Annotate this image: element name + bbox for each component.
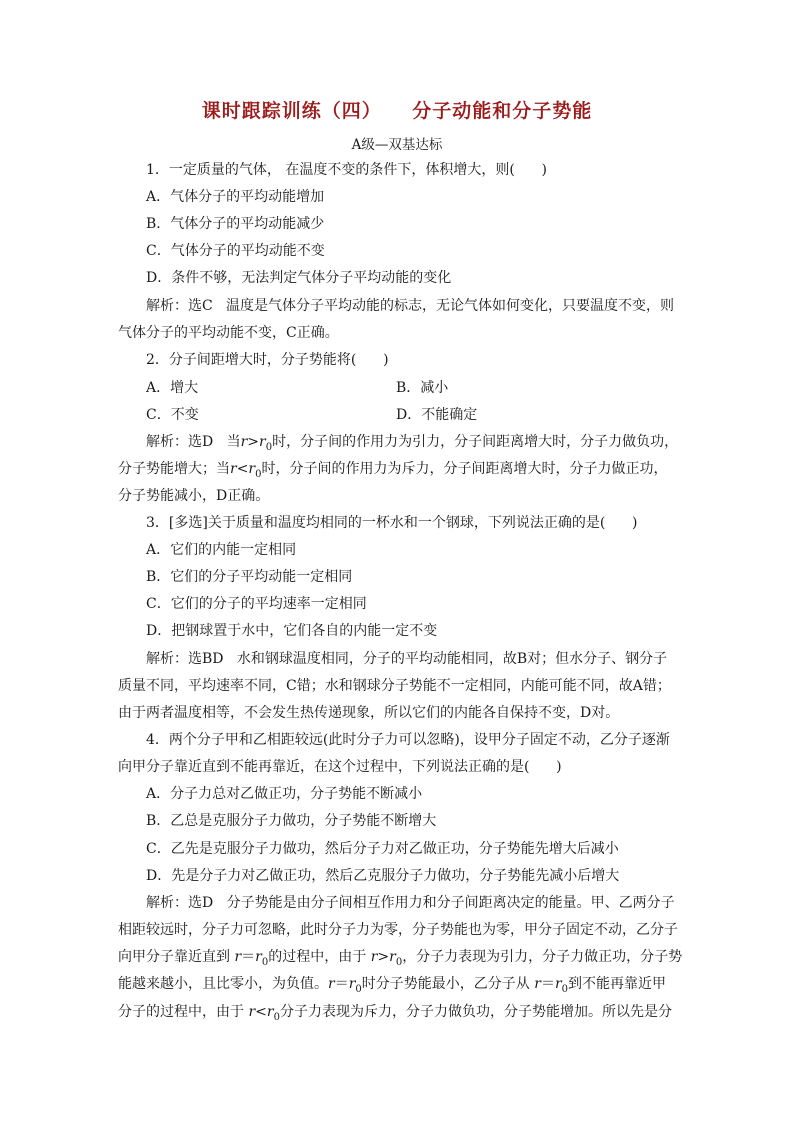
q4-ans4-r4: r: [554, 976, 562, 992]
q4-ans4-r2: r: [348, 976, 356, 992]
q4-ans4-sub: 0: [355, 983, 362, 995]
q2-ans2-sub: 0: [255, 468, 262, 480]
q2-answer-line3: 分子势能减小，D正确。: [118, 488, 270, 504]
q2-ans1-post: 时，分子间的作用力为引力，分子间距离增大时，分子力做负功，: [272, 434, 679, 450]
q2-option-d: D．不能确定: [396, 407, 478, 423]
q2-ans1-r: r>r: [240, 434, 266, 450]
q4-option-a: A．分子力总对乙做正功，分子势能不断减小: [146, 786, 423, 802]
q4-ans4-sub2: 0: [561, 983, 569, 995]
q4-ans5-r: r<r: [248, 1004, 274, 1020]
q2-stem: 2．分子间距增大时，分子势能将( ): [146, 352, 389, 368]
q3-option-b: B．它们的分子平均动能一定相同: [146, 569, 353, 585]
q4-ans4-eq: ＝: [334, 976, 349, 992]
q2-answer-line1: [146, 433, 678, 457]
q4-ans5-pre: 分子的过程中，由于: [118, 1004, 249, 1020]
q4-ans4-mid: 时分子势能最小，乙分子从: [361, 976, 535, 992]
q4-option-c: C．乙先是克服分子力做功，然后分子力对乙做正功，分子势能先增大后减小: [146, 841, 619, 857]
q4-ans3-r1: r: [234, 949, 242, 965]
q4-ans3-pre: 向甲分子靠近直到: [118, 949, 235, 965]
q4-answer-line1: 解析：选D 分子势能是由分子间相互作用力和分子间距离决定的能量。甲、乙两分子: [146, 895, 675, 911]
q2-option-a: A．增大: [146, 380, 199, 396]
section-subtitle: A级—双基达标: [351, 137, 443, 153]
q4-answer-line4: [118, 975, 666, 999]
q4-answer-line3: [118, 948, 682, 972]
q4-ans4-post: 到不能再靠近甲: [568, 976, 667, 992]
q4-ans3-mid: 的过程中，由于: [268, 949, 371, 965]
q1-answer-line2: 气体分子的平均动能不变，C正确。: [118, 325, 339, 341]
q4-ans3-post: ，分子力表现为引力，分子力做正功，分子势: [402, 949, 683, 965]
q4-ans4-r3: r: [534, 976, 541, 992]
q1-option-b: B．气体分子的平均动能减少: [146, 216, 325, 232]
q4-answer-line2: 相距较远时，分子力可忽略，此时分子力为零，分子势能也为零，甲分子固定不动，乙分子: [118, 922, 678, 938]
q4-ans3-sub2: 0: [395, 956, 403, 968]
q4-stem-line1: 4．两个分子甲和乙相距较远(此时分子力可以忽略)，设甲分子固定不动，乙分子逐渐: [146, 732, 670, 748]
q4-stem-line2: 向甲分子靠近直到不能再靠近，在这个过程中，下列说法正确的是( ): [118, 759, 562, 775]
q4-option-d: D．先是分子力对乙做正功，然后乙克服分子力做功，分子势能先减小后增大: [146, 868, 620, 884]
q4-ans3-r2: r: [255, 949, 262, 965]
page-title: 课时跟踪训练（四） 分子动能和分子势能: [201, 100, 593, 122]
q4-option-b: B．乙总是克服分子力做功，分子势能不断增大: [146, 813, 437, 829]
q4-ans4-r: r: [328, 976, 335, 992]
q4-ans5-sub: 0: [273, 1011, 280, 1023]
q4-ans3-eq: ＝: [241, 949, 256, 965]
q4-ans3-r3: r>r: [370, 949, 396, 965]
q3-option-d: D．把钢球置于水中，它们各自的内能一定不变: [146, 623, 438, 639]
q2-ans1-sub: 0: [265, 441, 273, 453]
q2-ans2-r: r<r: [230, 461, 256, 477]
q4-ans5-post: 分子力表现为斥力，分子力做负功，分子势能增加。所以先是分: [279, 1004, 672, 1020]
q1-option-c: C．气体分子的平均动能不变: [146, 243, 325, 259]
q2-ans1-pre: 解析：选D 当: [146, 434, 241, 450]
q4-answer-line5: [118, 1003, 672, 1027]
q2-ans2-pre: 分子势能增大；当: [118, 461, 230, 477]
q1-option-a: A．气体分子的平均动能增加: [146, 189, 325, 205]
q3-answer-line3: 由于两者温度相等，不会发生热传递现象，所以它们的内能各自保持不变，D对。: [118, 705, 620, 721]
q2-option-b: B．减小: [396, 380, 449, 396]
q2-option-c: C．不变: [146, 407, 199, 423]
q3-option-c: C．它们的分子的平均速率一定相同: [146, 596, 367, 612]
q1-answer-line1: 解析：选C 温度是气体分子平均动能的标志，无论气体如何变化，只要温度不变，则: [146, 298, 675, 314]
q2-answer-line2: [118, 460, 668, 484]
q1-stem: 1．一定质量的气体， 在温度不变的条件下，体积增大，则( ): [146, 162, 547, 178]
q3-answer-line2: 质量不同，平均速率不同，C错；水和钢球分子势能不一定相同，内能可能不同，故A错；: [118, 678, 671, 694]
q4-ans3-sub: 0: [261, 956, 269, 968]
q1-option-d: D．条件不够，无法判定气体分子平均动能的变化: [146, 270, 452, 286]
q2-ans2-post: 时，分子间的作用力为斥力，分子间距离增大时，分子力做正功，: [261, 461, 668, 477]
q3-stem: 3．[多选]关于质量和温度均相同的一杯水和一个钢球，下列说法正确的是( ): [146, 515, 638, 531]
q4-ans4-eq2: ＝: [540, 976, 555, 992]
q4-ans4-pre: 能越来越小，且比零小，为负值。: [118, 976, 328, 992]
q3-answer-line1: 解析：选BD 水和钢球温度相同，分子的平均动能相同，故B对；但水分子、钢分子: [146, 651, 668, 667]
q3-option-a: A．它们的内能一定相同: [146, 542, 297, 558]
